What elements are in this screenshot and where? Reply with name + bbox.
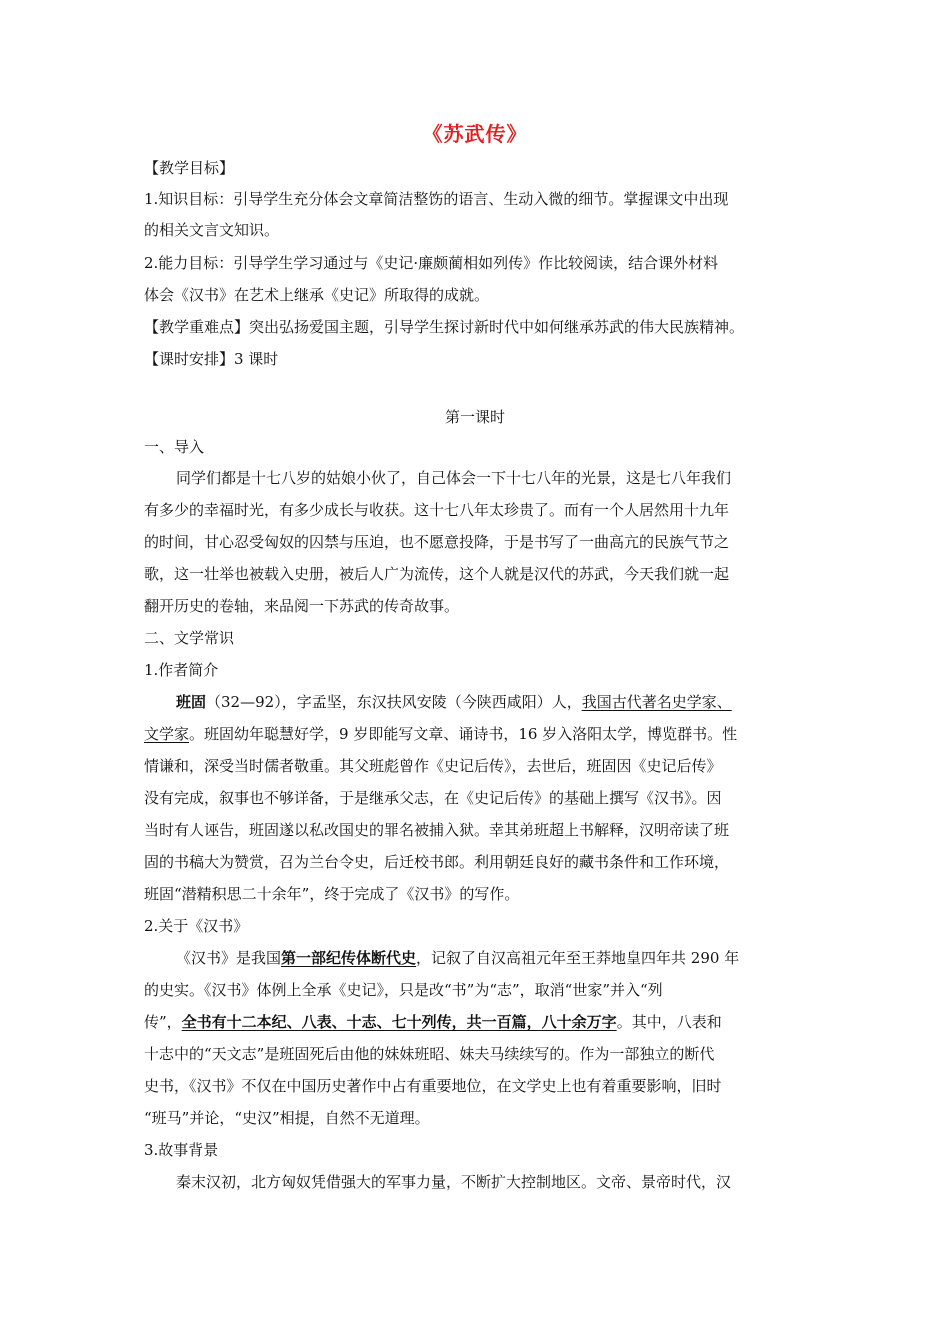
text-span: （32—92），字孟坚，东汉扶风安陵（今陕西咸阳）人， [206, 693, 582, 711]
text-line: 的相关文言文知识。 [144, 221, 280, 239]
section-heading-literature: 二、文学常识 [144, 629, 235, 647]
key-phrase: 第一部纪传体断代史 [281, 949, 417, 967]
subheading-background: 3.故事背景 [144, 1141, 219, 1159]
text-span: 传”， [144, 1013, 182, 1031]
text-line-bangu [176, 692, 846, 712]
text-line: 班固“潜精积思二十余年”，终于完成了《汉书》的写作。 [144, 885, 520, 903]
text-line: 【课时安排】3 课时 [144, 350, 279, 368]
text-line: 2.能力目标：引导学生学习通过与《史记·廉颇蔺相如列传》作比较阅读，结合课外材料 [144, 254, 719, 272]
text-line: 体会《汉书》在艺术上继承《史记》所取得的成就。 [144, 286, 490, 304]
text-line: 史书，《汉书》不仅在中国历史著作中占有重要地位，在文学史上也有着重要影响，旧时 [144, 1077, 722, 1095]
text-line: 的时间，甘心忍受匈奴的囚禁与压迫，也不愿意投降，于是书写了一曲高亢的民族气节之 [144, 533, 730, 551]
underlined-phrase: 文学家 [144, 725, 190, 743]
text-line: 十志中的“天文志”是班固死后由他的妹妹班昭、妹夫马续续写的。作为一部独立的断代 [144, 1045, 715, 1063]
text-line: 【教学重难点】突出弘扬爱国主题，引导学生探讨新时代中如何继承苏武的伟大民族精神。 [144, 318, 745, 336]
text-line: 的史实。《汉书》体例上全承《史记》，只是改“书”为“志”，取消“世家”并入“列 [144, 981, 663, 999]
text-line: 情谦和，深受当时儒者敬重。其父班彪曾作《史记后传》，去世后，班固因《史记后传》 [144, 757, 722, 775]
text-line: “班马”并论，“史汉”相提，自然不无道理。 [144, 1109, 430, 1127]
text-line-zhuan [144, 1012, 814, 1032]
underlined-phrase: 我国古代著名史学家、 [581, 693, 732, 711]
text-line: 歌，这一壮举也被载入史册，被后人广为流传，这个人就是汉代的苏武，今天我们就一起 [144, 565, 730, 583]
text-line: 同学们都是十七八岁的姑娘小伙了，自己体会一下十七八年的光景，这是七八年我们 [176, 469, 732, 487]
key-phrase: 全书有十二本纪、八表、十志、七十列传，共一百篇，八十余万字 [181, 1013, 617, 1031]
text-line: 秦末汉初，北方匈奴凭借强大的军事力量，不断扩大控制地区。文帝、景帝时代，汉 [176, 1173, 732, 1191]
section-heading-intro: 一、导入 [144, 438, 205, 456]
text-line: 有多少的幸福时光，有多少成长与收获。这十七八年太珍贵了。而有一个人居然用十九年 [144, 501, 730, 519]
subheading-author: 1.作者简介 [144, 661, 219, 679]
text-line: 固的书稿大为赞赏，召为兰台令史，后迁校书郎。利用朝廷良好的藏书条件和工作环境， [144, 853, 730, 871]
subheading-hanshu: 2.关于《汉书》 [144, 917, 249, 935]
text-span: 《汉书》是我国 [176, 949, 282, 967]
text-line: 没有完成，叙事也不够详备，于是继承父志，在《史记后传》的基础上撰写《汉书》。因 [144, 789, 722, 807]
text-line [144, 724, 814, 744]
text-line-hanshu [176, 948, 846, 968]
lesson-heading: 第一课时 [444, 408, 505, 426]
text-line: 翻开历史的卷轴，来品阅一下苏武的传奇故事。 [144, 597, 460, 615]
section-heading-goals: 【教学目标】 [144, 159, 235, 177]
document-title: 《苏武传》 [422, 122, 528, 146]
text-span: 。班固幼年聪慧好学，9 岁即能写文章、诵诗书，16 岁入洛阳太学，博览群书。性 [189, 725, 738, 743]
author-name: 班固 [176, 693, 207, 711]
text-span: ，记叙了自汉高祖元年至王莽地皇四年共 290 年 [416, 949, 740, 967]
text-line: 当时有人诬告，班固遂以私改国史的罪名被捕入狱。幸其弟班超上书解释，汉明帝读了班 [144, 821, 730, 839]
text-span: 。其中，八表和 [616, 1013, 722, 1031]
text-line: 1.知识目标：引导学生充分体会文章简洁整饬的语言、生动入微的细节。掌握课文中出现 [144, 190, 729, 208]
